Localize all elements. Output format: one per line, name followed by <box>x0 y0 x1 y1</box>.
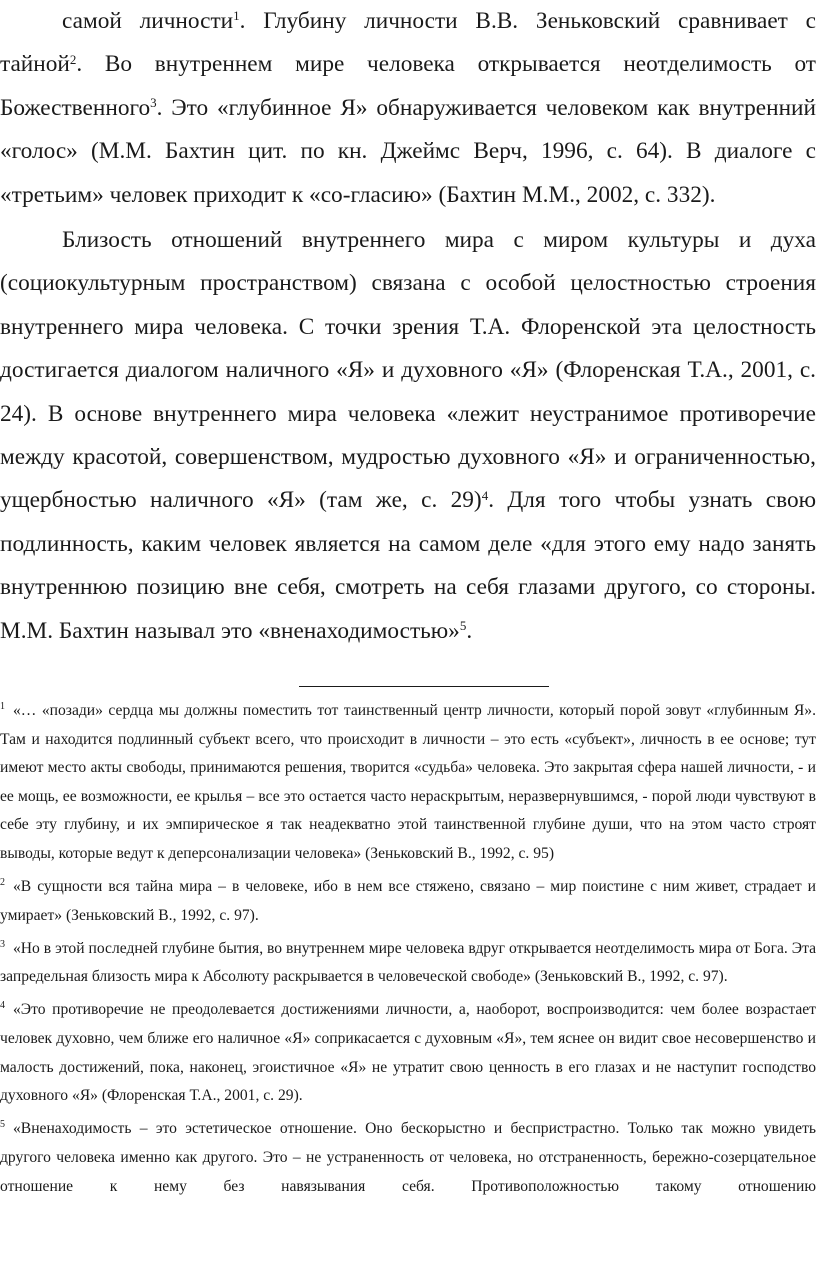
footnote-text: «Вненаходимость – это эстетическое отношение. Оно бескорыстно и беспристрастно. Только так можно увидеть другого человека именно как другого. Это – не устраненность от человека, но отстраненность, бережно-созерцательное отношение к нему без навязывания себя. Противоположностью такому отношению <box>0 1120 816 1195</box>
footnote-4 <box>0 996 816 1110</box>
footnote-ref-3[interactable]: 3 <box>150 95 157 111</box>
footnotes <box>0 697 816 1206</box>
text-segment: Близость отношений внутреннего мира с миром культуры и духа (социокультурным пространством) связана с особой целостностью строения внутреннего мира человека. С точки зрения Т.А. Флоренской эта целостность достигается диалогом наличного «Я» и духовного «Я» (Флоренская Т.А., 2001, с. 24). В основе внутреннего мира человека «лежит неустранимое противоречие между красотой, совершенством, мудростью духовного «Я» и ограниченностью, ущербностью наличного «Я» (там же, с. 29) <box>0 227 816 514</box>
paragraph-1 <box>0 0 816 217</box>
text-segment: . <box>466 617 473 644</box>
footnote-text: «В сущности вся тайна мира – в человеке, ибо в нем все стяжено, связано – мир поистине с ним живет, страдает и умирает» (Зеньковский В., 1992, с. 97). <box>0 878 816 924</box>
footnote-ref-2[interactable]: 2 <box>69 51 77 67</box>
footnote-number: 2 <box>0 876 5 888</box>
footnote-text: «Это противоречие не преодолевается достижениями личности, а, наоборот, воспроизводится: чем более возрастает человек духовно, чем ближе его наличное «Я» соприкасается с духовным «Я», тем яснее он видит свое несовершенство и малость достижений, пока, наконец, эгоистичное «Я» не утратит свою ценность в его глазах и не наступит господство духовного «Я» (Флоренская Т.А., 2001, с. 29). <box>0 1001 816 1105</box>
footnote-number: 4 <box>0 1000 5 1012</box>
footnote-1 <box>0 697 816 869</box>
text-segment: . Это «глубинное Я» обнаруживается человеком как внутренний «голос» (М.М. Бахтин цит. по кн. Джеймс Верч, 1996, с. 64). В диалоге с «третьим» человек приходит к «со-гласию» (Бахтин М.М., 2002, с. 332). <box>0 94 816 208</box>
footnote-number: 3 <box>0 938 5 950</box>
paragraph-2 <box>0 219 816 653</box>
footnote-ref-4[interactable]: 4 <box>481 487 489 503</box>
text-segment: . Для того чтобы узнать свою подлинность, каким человек является на самом деле «для этого ему надо занять внутреннюю позицию вне себя, смотреть на себя глазами другого, со стороны. М.М. Бахтин называл это «вненаходимостью» <box>0 487 816 644</box>
text-segment: . Глубину личности В.В. Зеньковский сравнивает с тайной <box>0 8 816 78</box>
footnote-separator <box>299 686 549 687</box>
footnote-number: 5 <box>0 1119 5 1131</box>
footnote-number: 1 <box>0 700 5 712</box>
footnote-text: «Но в этой последней глубине бытия, во внутреннем мире человека вдруг открывается неотделимость мира от Бога. Эта запредельная близость мира к Абсолюту раскрывается в человеческой свободе» (Зеньковский В., 1992, с. 97). <box>0 939 816 986</box>
footnote-ref-5[interactable]: 5 <box>459 617 467 633</box>
footnote-text: «… «позади» сердца мы должны поместить тот таинственный центр личности, который порой зовут «глубинным Я». Там и находится подлинный субъект всего, что происходит в личности – это есть «субъект», личность в ее основе; тут имеют место акты свободы, принимаются решения, творится «судьба» человека. Это закрытая сфера нашей личности, - и ее мощь, ее возможности, ее крылья – все это остается часто нераскрытым, неразвернувшимся, - порой люди чувствуют в себе эту глубину, и их эмпирическое я так неадекватно этой таинственной глубине души, что на этом часто строят выводы, которые ведут к деперсонализации человека» (Зеньковский В., 1992, с. 95) <box>0 702 816 862</box>
footnote-3 <box>0 935 816 992</box>
text-segment: самой личности <box>62 8 234 34</box>
footnote-5 <box>0 1115 816 1201</box>
footnote-ref-1[interactable]: 1 <box>233 8 240 24</box>
footnote-2 <box>0 873 816 930</box>
text-segment: . Во внутреннем мире человека открывается неотделимость от Божественного <box>0 51 816 121</box>
